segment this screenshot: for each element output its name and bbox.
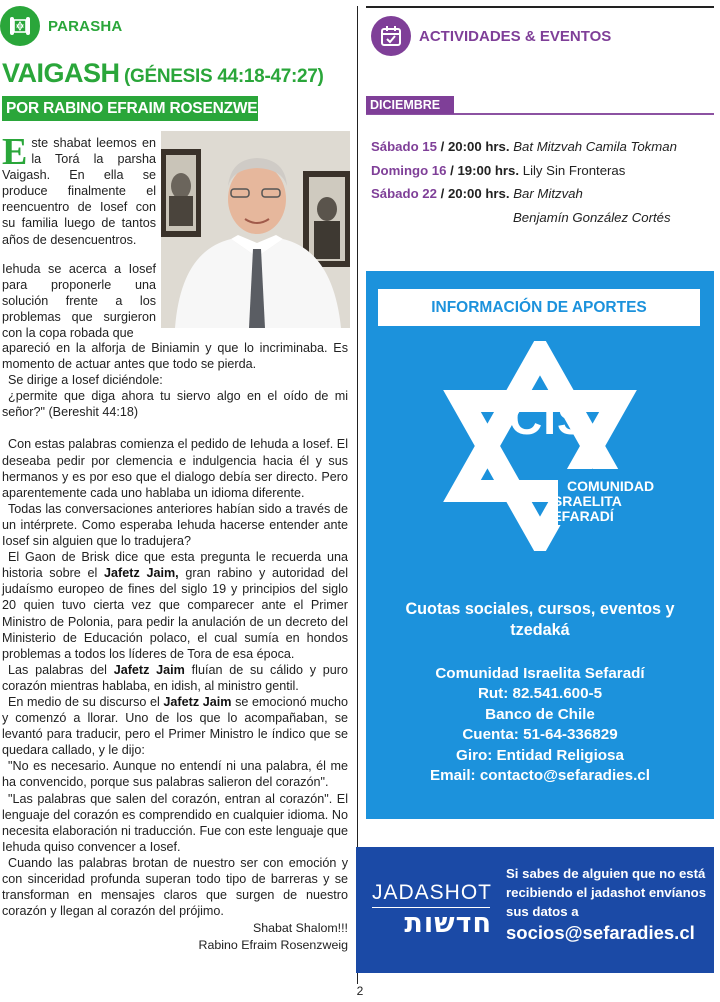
star-of-david-logo (366, 341, 714, 551)
contributions-panel (366, 271, 714, 819)
event-description: Lily Sin Fronteras (522, 162, 626, 178)
event-day: Sábado 22 (371, 186, 437, 201)
calendar-icon (371, 16, 411, 56)
paragraph-text: "Las palabras que salen del corazón, entran al corazón". El lenguaje del corazón es comprendido en cualquier idioma. No necesita elaboración ni traducción. Fue con este lenguaje que Iehuda quiso convencer a Iosef. (2, 791, 348, 854)
info-line: Comunidad Israelita Sefaradí (435, 665, 645, 682)
info-line: Cuenta: 51-64-336829 (462, 726, 618, 744)
logo-initials: CIS (509, 392, 589, 444)
event-description: Bar Mitzvah (513, 186, 583, 201)
section-label: PARASHA (48, 18, 123, 35)
article-body (2, 340, 348, 919)
month-rule (366, 113, 714, 115)
parasha-reference: (GÉNESIS 44:18-47:27) (123, 66, 324, 87)
info-line: Rut: 82.541.600-5 (477, 685, 603, 703)
event-time: 19:00 hrs. (457, 162, 520, 178)
paragraph-text: Con estas palabras comienza el pedido de Iehuda a Iosef. El deseaba pedir por clemencia e indulgencia hacia él y sus hermanos y es por eso que el dialogo debía ser directo. Pero aparentemente cada uno hablaba un idioma diferente. (2, 437, 348, 500)
logo-name-line: ISRAELITA (549, 493, 622, 509)
paragraph-text: Todas las conversaciones anteriores habían sido a través de un intérprete. Como esperaba Iehuda hacerse entender ante Iosef sin alguien que lo tradujera? (2, 501, 348, 549)
contributions-title: INFORMACIÓN DE APORTES (378, 289, 700, 326)
jadashot-email: socios@sefaradies.cl (506, 922, 695, 943)
parasha-header (0, 6, 350, 46)
jadashot-message (506, 864, 710, 945)
paragraph-text: fluían de su cálido y puro corazón mientras hablaba, en idish, al ministro gentil. (2, 662, 348, 693)
signoff-greeting: Shabat Shalom!!! (252, 921, 348, 935)
event-item (371, 159, 716, 183)
event-separator: / (436, 186, 448, 201)
paragraph-text: Cuando las palabras brotan de nuestro ser con emoción y con sinceridad profunda superan todo tipo de barreras y se transforman en mensajes claros que surgen de nuestro corazón y llegan al corazón del prójimo. (2, 855, 348, 919)
paragraph-text: gran rabino y autoridad del judaísmo europeo de fines del siglo 19 y principios del siglo 20 quien tuvo cierta vez que comparecer ante el Primer Ministro de Polonia, para pedir la anulación de un decreto del Ministerio de Educación polaco, el cual sumía en hondos problemas a todos los líderes de Tora de esa época. (2, 566, 349, 661)
article-title (2, 58, 352, 89)
paragraph-text: se emocionó mucho y comenzó a llorar. Uno de los que lo acompañaban, se levantó para traducir, pero el Primer Ministro le índico que se quedara callado, y le dijo: (2, 694, 349, 758)
paragraph-text: En medio de su discurso el (8, 694, 160, 709)
logo-name-line: SEFARADÍ (543, 508, 614, 524)
article-signoff (150, 920, 348, 953)
paragraph-text: Las palabras del (8, 662, 107, 677)
author-byline: POR RABINO EFRAIM ROSENZWEIG (2, 96, 258, 121)
info-line: Banco de Chile (485, 705, 595, 723)
parasha-name: VAIGASH (2, 58, 120, 88)
event-item (371, 135, 716, 159)
drop-cap: E (2, 131, 28, 173)
jadashot-message-text: Si sabes de alguien que no está recibiendo el jadashot envíanos sus datos a (506, 866, 707, 919)
event-time: 20:00 hrs. (447, 186, 510, 201)
article-paragraph-2a (2, 261, 156, 341)
jadashot-logo (372, 881, 492, 939)
intro-text: ste shabat leemos en la Torá la parsha Vaigash. En ella se produce finalmente el reencuentro de Iosef con su familia luego de tantos años de desencuentros. (2, 136, 156, 247)
info-line: Email: contacto@sefaradies.cl (430, 767, 650, 785)
event-description: Bat Mitzvah Camila Tokman (513, 139, 677, 154)
jadashot-banner (356, 847, 714, 973)
event-separator: / (446, 162, 458, 178)
bold-name: Jafetz Jaim, (104, 566, 179, 581)
page-number: 2 (356, 984, 364, 998)
event-item (371, 182, 716, 206)
event-time: 20:00 hrs. (447, 139, 510, 154)
bold-name: Jafetz Jaim (163, 694, 232, 709)
quote-text: "No es necesario. Aunque no entendí ni una palabra, él me ha convencido, porque sus palabras salieron del corazón". (2, 759, 348, 790)
info-line: Giro: Entidad Religiosa (456, 746, 624, 764)
bold-name: Jafetz Jaim (113, 662, 185, 677)
top-rule (366, 6, 714, 8)
paragraph-text: Se dirige a Iosef diciéndole: (8, 373, 163, 388)
torah-scroll-icon (0, 6, 40, 46)
contributions-subtitle: Cuotas sociales, cursos, eventos y tzedaká (405, 600, 675, 639)
article-intro (2, 131, 156, 248)
bank-info (378, 664, 702, 786)
activities-title: ACTIVIDADES & EVENTOS (419, 28, 612, 45)
event-separator: / (436, 139, 448, 154)
column-divider (357, 6, 358, 984)
signoff-author: Rabino Efraim Rosenzweig (198, 937, 348, 952)
month-label: DICIEMBRE (366, 96, 454, 114)
jadashot-word: JADASHOT (372, 881, 493, 904)
logo-name-line: COMUNIDAD (567, 478, 655, 494)
event-day: Sábado 15 (371, 139, 437, 154)
logo-name (543, 478, 655, 524)
jadashot-hebrew: חדשות (404, 908, 492, 939)
paragraph-text: El Gaon de Brisk dice que esta pregunta le recuerda una historia sobre el (2, 550, 348, 581)
events-list (371, 135, 716, 229)
event-day: Domingo 16 (371, 162, 447, 178)
quote-text: ¿permite que diga ahora tu siervo algo en el oído de mi señor?" (Bereshit 44:18) (2, 389, 348, 420)
paragraph-text: Iehuda se acerca a Iosef para proponerle una solución frente a los problemas que surgieron con la copa robada que (2, 262, 156, 341)
event-description-continued: Benjamín González Cortés (513, 209, 671, 225)
paragraph-text: apareció en la alforja de Biniamin y que lo incriminaba. Es momento de actuar antes que todo se pierda. (2, 341, 348, 372)
rabbi-photo (161, 131, 350, 328)
